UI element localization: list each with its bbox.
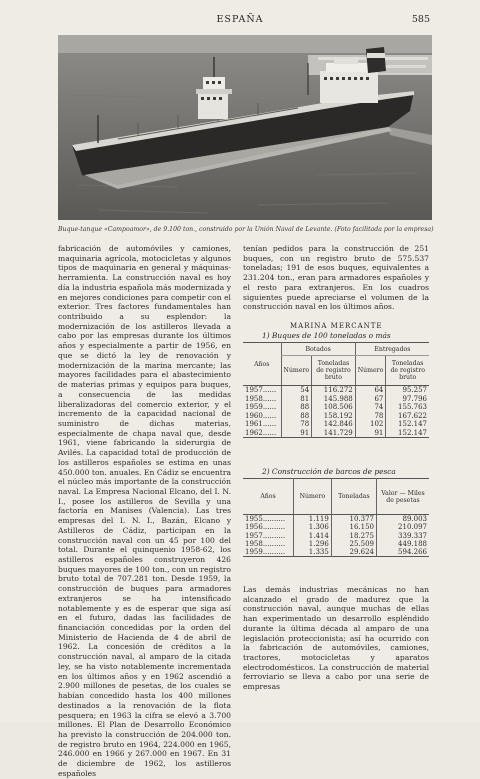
tables-heading: MARINA MERCANTE [290, 322, 383, 330]
t1-header-year: Años [243, 343, 281, 386]
t1-b-ton: 142.846 [312, 420, 356, 429]
t1-e-num: 74 [355, 403, 386, 412]
t1-year: 1958...... [245, 394, 277, 403]
t2-year: 1957.......... [245, 531, 286, 540]
t2-val: 210.097 [377, 523, 430, 531]
t1-header-b-tons: Toneladas de registro bruto [312, 356, 356, 386]
merchant-ships-table [243, 342, 429, 438]
table-row [243, 532, 429, 540]
running-title: ESPAÑA [216, 14, 264, 25]
table-row [243, 386, 429, 395]
t1-year: 1961...... [245, 420, 277, 429]
t1-b-num: 54 [281, 386, 312, 395]
t2-header-year: Años [243, 479, 294, 515]
t2-ton: 16.150 [331, 523, 376, 531]
t2-ton: 10.377 [331, 515, 376, 524]
t2-val: 339.337 [377, 532, 430, 540]
t1-b-num: 91 [281, 429, 312, 438]
t1-e-ton: 152.147 [386, 420, 429, 429]
t1-b-ton: 145.988 [312, 395, 356, 404]
tanker-ship-photo [58, 35, 432, 220]
table-row [243, 523, 429, 531]
t1-e-ton: 155.763 [386, 403, 429, 412]
table-row [243, 420, 429, 429]
table-row [243, 515, 429, 524]
t1-e-num: 67 [355, 395, 386, 404]
table-row [243, 403, 429, 412]
page-header [0, 14, 480, 28]
t1-b-ton: 116.272 [312, 386, 356, 395]
t1-year: 1960...... [245, 411, 277, 420]
right-column-bottom-text: Las demás industrias mecánicas no han alcanzado el grado de madurez que la construcción naval, aunque muchas de ellas han experimentado un desarrollo espléndido durante la última década al amparo de una legislación proteccionista; así ha ocurrido con la fabricación de automóviles, camiones, tractores, motocicletas y aparatos electrodomésticos. La construcción de material ferroviario se lleva a cabo por una serie de empresas [243, 585, 429, 692]
t1-e-num: 91 [355, 429, 386, 438]
t1-b-num: 88 [281, 403, 312, 412]
t2-num: 1.306 [294, 523, 332, 531]
t1-b-num: 81 [281, 395, 312, 404]
t2-year: 1959.......... [245, 548, 286, 557]
right-column-intro-text: tenían pedidos para la construcción de 251 buques, con un registro bruto de 575.537 toneladas; 191 de esos buques, equivalentes a 231.204 ton., eran para armadores españoles y el resto para extranjeros. En los cuadros siguientes puede apreciarse el volumen de la construcción naval en los últimos años. [243, 244, 429, 312]
t2-year: 1958.......... [245, 540, 286, 549]
table2-subtitle: 2) Construcción de barcos de pesca [262, 467, 396, 476]
t1-header-botados: Botados [281, 343, 355, 356]
t2-num: 1.296 [294, 540, 332, 548]
t2-header-tons: Toneladas [331, 479, 376, 515]
photo-caption: Buque-tanque «Campoamor», de 9.100 ton., construido por la Unión Naval de Levante. (Foto facilitada por la empresa) [58, 226, 434, 233]
t2-year: 1956.......... [245, 523, 286, 532]
t2-ton: 18.275 [331, 532, 376, 540]
t2-val: 89.003 [377, 515, 430, 524]
table1-subtitle: 1) Buques de 100 toneladas o más [262, 331, 391, 340]
t1-b-num: 88 [281, 412, 312, 421]
t1-e-ton: 95.257 [386, 386, 429, 395]
t1-b-ton: 158.192 [312, 412, 356, 421]
t2-val: 449.188 [377, 540, 430, 548]
t1-e-num: 64 [355, 386, 386, 395]
t2-ton: 29.624 [331, 548, 376, 557]
fishing-boats-table [243, 478, 429, 557]
t1-e-num: 102 [355, 420, 386, 429]
t2-num: 1.414 [294, 532, 332, 540]
t2-header-number: Número [294, 479, 332, 515]
t2-num: 1.335 [294, 548, 332, 557]
t1-header-b-number: Número [281, 356, 312, 386]
t2-val: 594.266 [377, 548, 430, 557]
t1-header-e-tons: Toneladas de registro bruto [386, 356, 429, 386]
t1-header-entregados: Entregados [355, 343, 429, 356]
t1-b-num: 78 [281, 420, 312, 429]
t2-num: 1.119 [294, 515, 332, 524]
table-row [243, 395, 429, 404]
t1-e-ton: 152.147 [386, 429, 429, 438]
t1-header-e-number: Número [355, 356, 386, 386]
t1-e-ton: 97.796 [386, 395, 429, 404]
t1-e-ton: 167.622 [386, 412, 429, 421]
page-number: 585 [411, 14, 430, 25]
left-column-text: fabricación de automóviles y camiones, maquinaria agrícola, motocicletas y algunos tipos de maquinaria en general y máquinas-herramienta. La construcción naval es hoy día la industria española más modernizada y en mejores condiciones para competir con el exterior. Tres factores fundamentales han contribuido a su esplendor: la modernización de los astilleros llevada a cabo por las empresas durante los últimos años y especialmente a partir de 1956, en que se dictó la ley de renovación y modernización de la marina mercante; las mayores facilidades para el abastecimiento de materias primas y equipos para buques, a consecuencia de las medidas liberalizadoras del comercio exterior, y el incremento de la capacidad nacional de suministro de dichas materias, especialmente de chapa naval que, desde 1961, viene fabricando la siderurgia de Avilés. La capacidad total de producción de los astilleros españoles se estima en unas 450.000 ton. anuales. En Cádiz se encuentra el núcleo más importante de la construcción naval. La Empresa Nacional Elcano, del I. N. I., posee los astilleros de Sevilla y una factoría en Manises (Valencia). Las tres empresas del I. N. I., Bazán, Elcano y Astilleros de Cádiz, participan en la construcción naval con un 45 por 100 del total. Durante el quinquenio 1958-62, los astilleros españoles construyeron 426 buques mayores de 100 ton., con un registro bruto total de 707.281 ton. Desde 1959, la construcción de buques para armadores extranjeros se ha intensificado notablemente y es de esperar que siga así en el futuro, dadas las facilidades de financiación concedidas por la orden del Ministerio de Hacienda de 4 de abril de 1962. La concesión de créditos a la construcción naval, al amparo de la citada ley, se ha visto notablemente incrementada en los últimos años y en 1962 ascendió a 2.900 millones de pesetas, de los cuales se habían concedido hasta los 400 millones destinados a la renovación de la flota pesquera; en 1963 la cifra se elevó a 3.700 millones. El Plan de Desarrollo Económico ha previsto la construcción de 204.000 ton. de registro bruto en 1964, 224.000 en 1965, 246.000 en 1966 y 267.000 en 1967. En 31 de diciembre de 1962, los astilleros españoles [58, 244, 231, 778]
table-row [243, 548, 429, 557]
t2-header-value: Valor — Miles de pesetas [377, 479, 430, 515]
t1-year: 1962...... [245, 428, 277, 437]
t1-b-ton: 108.506 [312, 403, 356, 412]
t1-year: 1957...... [245, 386, 277, 395]
t1-b-ton: 141.729 [312, 429, 356, 438]
table-row [243, 429, 429, 438]
t2-year: 1955.......... [245, 515, 286, 524]
t1-e-num: 78 [355, 412, 386, 421]
t2-ton: 25.509 [331, 540, 376, 548]
table-row [243, 540, 429, 548]
table-row [243, 412, 429, 421]
t1-year: 1959...... [245, 403, 277, 412]
